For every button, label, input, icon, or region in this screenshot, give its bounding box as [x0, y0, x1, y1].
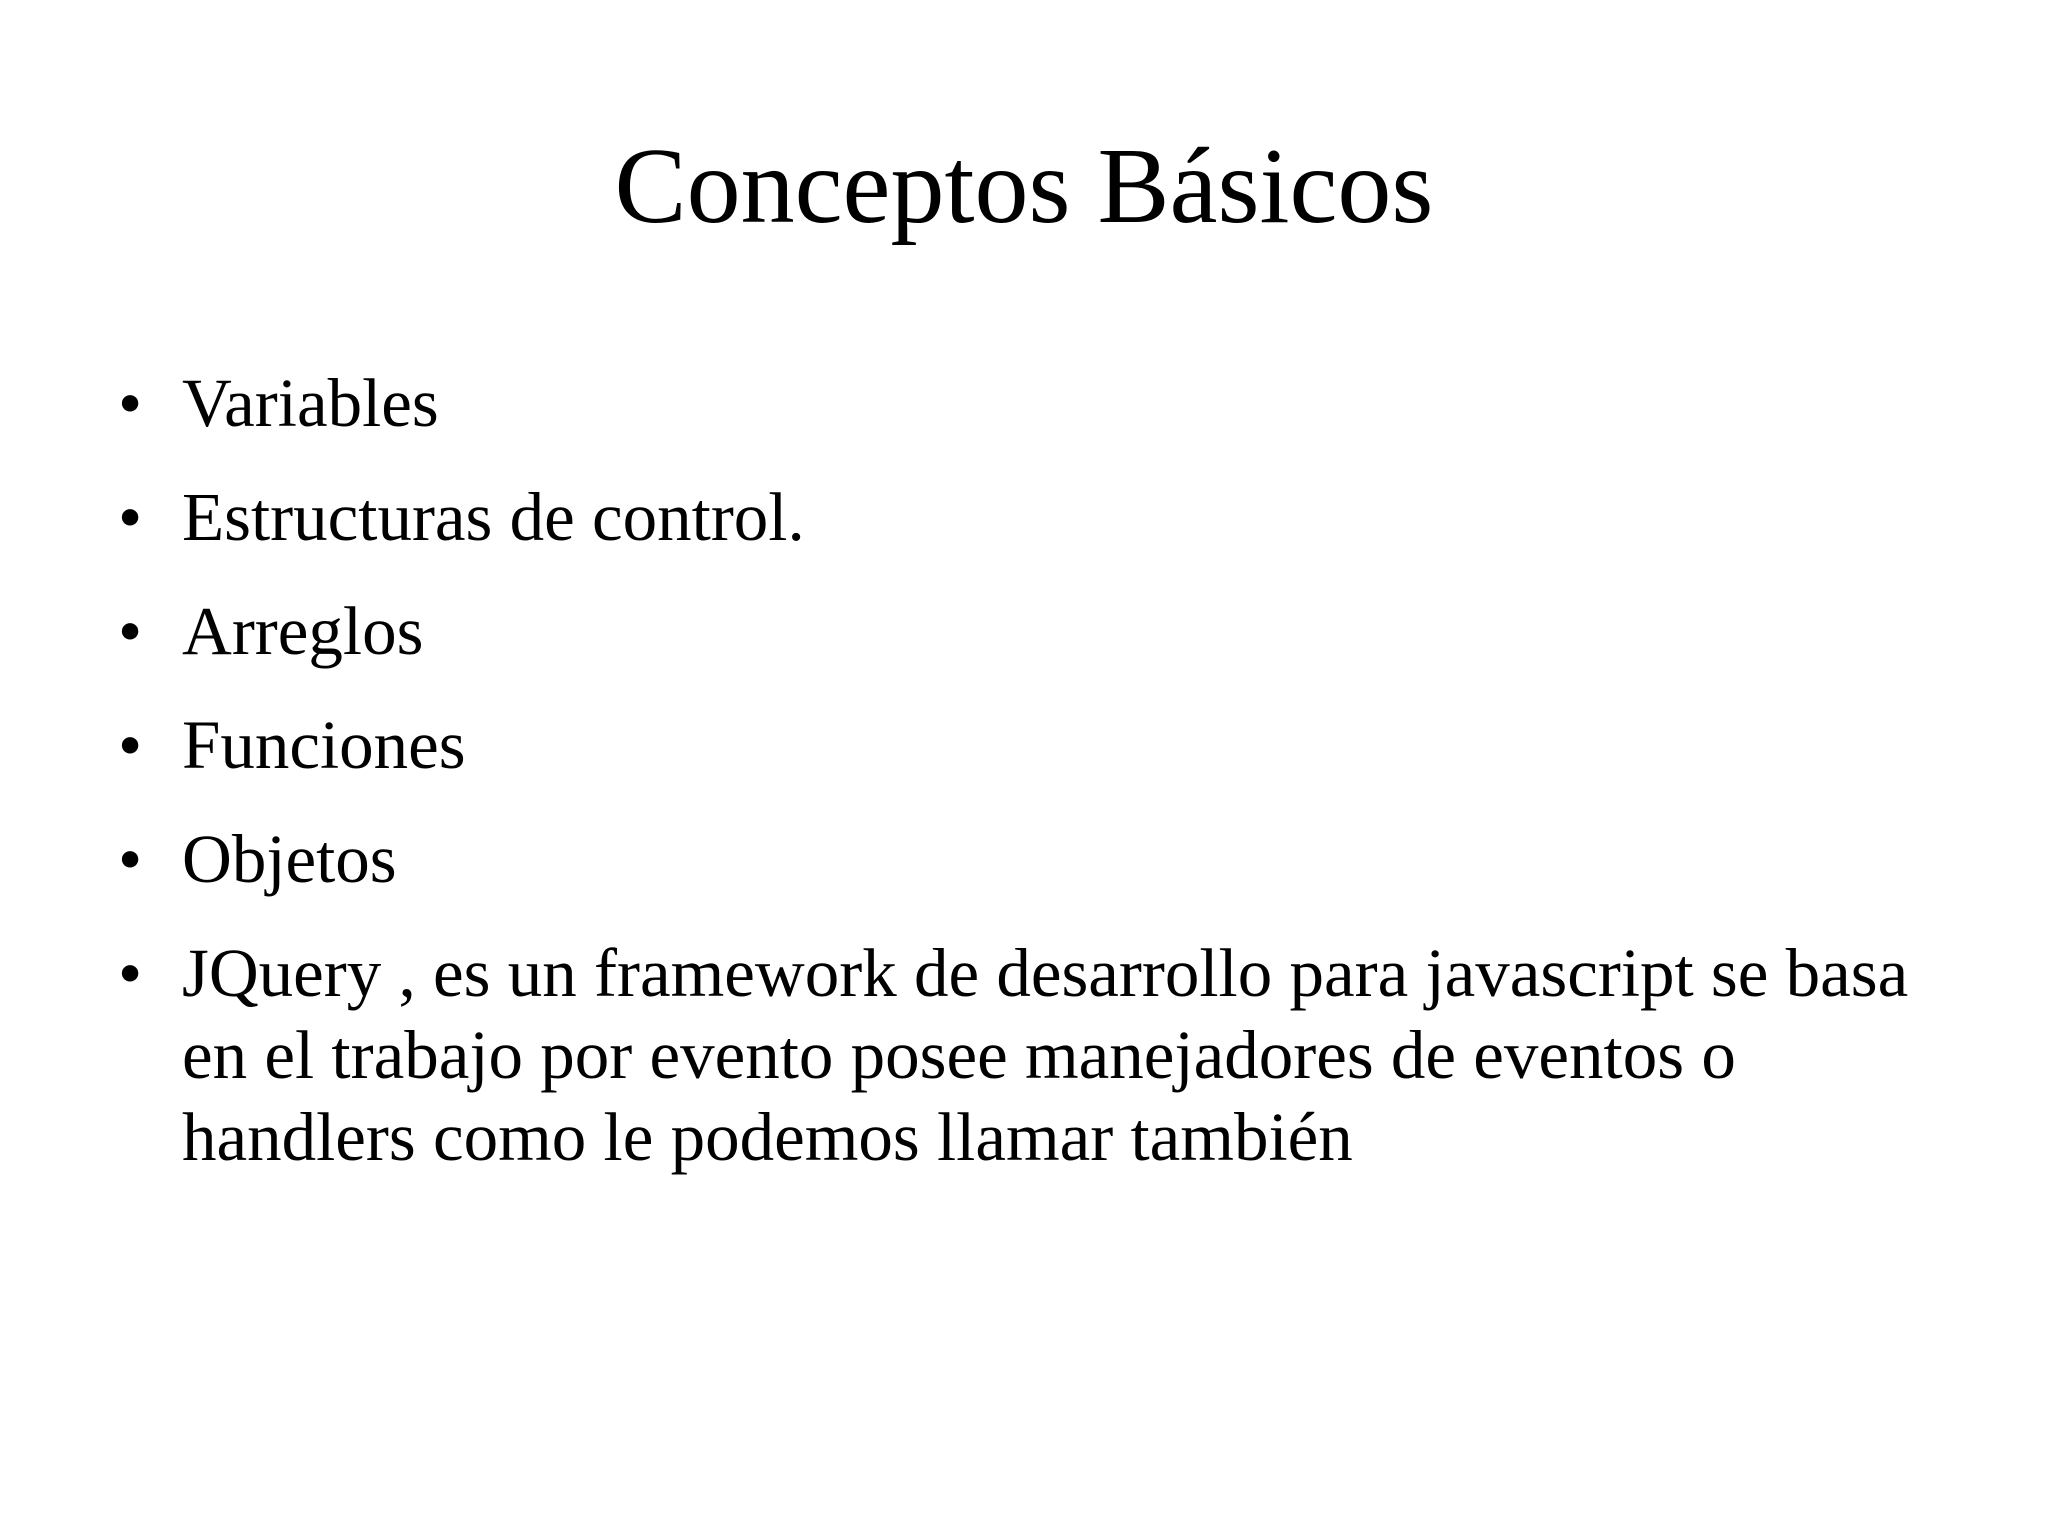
bullet-text: Arreglos: [182, 593, 424, 669]
bullet-item: [118, 932, 1958, 1178]
bullet-text: JQuery , es un framework de desarrollo para javascript se basa en el trabajo por evento posee manejadores de eventos o handlers como le podemos llamar también: [182, 935, 1909, 1175]
bullet-dot-icon: •: [118, 593, 143, 669]
bullet-item: [118, 704, 1958, 786]
slide-title: Conceptos Básicos: [614, 127, 1434, 246]
bullet-dot-icon: •: [118, 935, 143, 1011]
bullet-dot-icon: •: [118, 821, 143, 897]
bullet-text: Funciones: [182, 707, 466, 783]
bullet-text: Estructuras de control.: [182, 479, 805, 555]
bullet-item: [118, 818, 1958, 900]
bullet-dot-icon: •: [118, 365, 143, 441]
bullet-text: Objetos: [182, 821, 397, 897]
bullet-item: [118, 362, 1958, 444]
bullet-dot-icon: •: [118, 479, 143, 555]
bullet-list: [118, 362, 1958, 1210]
bullet-item: [118, 476, 1958, 558]
bullet-item: [118, 590, 1958, 672]
bullet-text: Variables: [182, 365, 439, 441]
bullet-dot-icon: •: [118, 707, 143, 783]
